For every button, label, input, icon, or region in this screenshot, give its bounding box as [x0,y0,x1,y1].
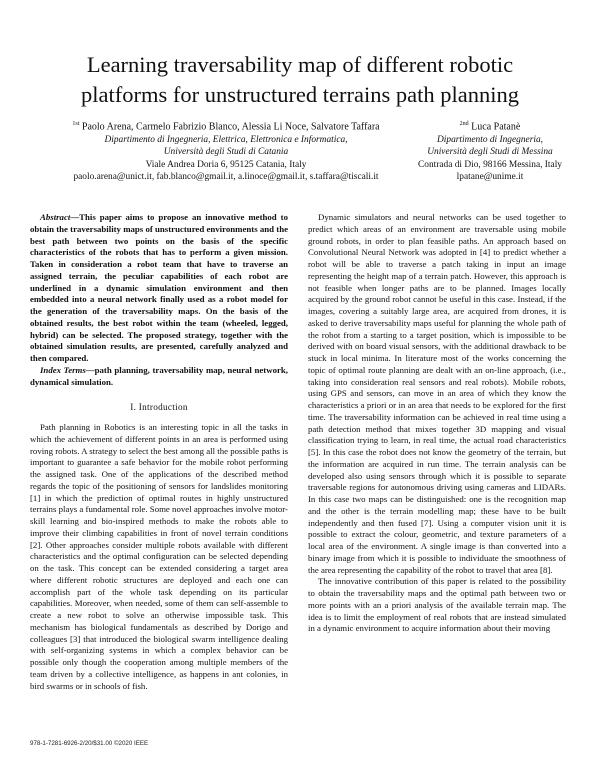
intro-paragraph-1: Path planning in Robotics is an interesting topic in all the tasks in which the achievement of different points in an area is performed using roving robots. A strategy to select the best among all the possible paths is important to guarantee a safe behavior for the mobile robot performing the assigned task. One of the applications of the described method regards the topic of the positioning of sensors for landslides monitoring [1] in which the prediction of optimal routes in highly unstructured terrains plays a fundamental role. Some novel approaches involve motor-skill learning and bio-inspired methods to make the robots able to improve their climbing capabilities in front of novel terrain conditions [2]. Other approaches consider multiple robots available with different characteristics and the optimal configuration can be selected depending on the task. This concept can be extended considering a target area where different robotic structures are deployed and each one can accomplish part of the whole task depending on its particular capabilities. Moreover, when needed, some of them can self-assemble to create a new robot to solve an otherwise impossible task. This mechanism has biological fundamentals as described by Dorigo and colleagues [3] that introduced the biological swarm intelligence dealing with self-organizing systems in which a complex behavior can be possible only though the cooperation among multiple members of the team driven by a collective intelligence, as happens in ant colonies, in bird swarms or in schools of fish. [30,422,288,691]
title-line-2: platforms for unstructured terrains path planning [80,82,519,107]
paper-title [40,50,560,110]
section-heading-introduction: I. Introduction [130,402,188,413]
index-terms-label: Index Terms [40,364,86,375]
right-paragraph-1: Dynamic simulators and neural networks can be used together to predict which areas of an environment are traversable using mobile ground robots, in order to plan feasible paths. An approach based on Convolutional Neural Network was adopted in [4] to predict whether a robot will be able to traverse a patch taking in input an image representing the height map of a terrain patch. However, this approach is not feasible when longer paths are to be planned. Images locally acquired by the ground robot cannot be useful in this case. Instead, if the images, covering a suitably large area, are acquired from drones, it is asked to derive traversability maps useful for planning the whole path of the robot from a starting to a target position, which is impossible to be derived with on board visual sensors, with the additional drawback to be stuck in local minima. In literature most of the works concerning the topic of optimal route planning are dealt with an on-line approach, (i.e., taking into consideration real sensors and real robots). Mobile robots, using GPS and sensors, can move in an area of which they know the characteristics a priori or in an area that needs to be explored for the first time. The traversability information can be achieved in real time using a path detection method that mixes together 3D mapping and visual classification trying to learn, in real time, the actual road characteristics [5]. In this case the robot does not know the geometry of the terrain, but the information are acquired in run time. The terrain analysis can be developed also using sensors through which it is possible to separate traversable regions for autonomous driving using cameras and LIDARs. In this case two maps can be distinguished: one is the recognition map and the other is the terrain modelling map; these have to be built independently and then fused [7]. Using a computer vision unit it is possible to extract the colour, geometric, and texture parameters of a local area of the environment. A single image is than converted into a binary image from which it is possible to individuate the smoothness of the area representing the capability of the robot to travel that area [8]. [308,212,566,575]
author-names-right-text: Luca Patanè [471,121,521,133]
author-address-left: Viale Andrea Doria 6, 95125 Catania, Italy [145,159,307,170]
author-address-right: Contrada di Dio, 98166 Messina, Italy [418,159,562,170]
author-block-right [410,118,570,184]
author-univ-left: Università degli Studi di Catania [163,147,289,158]
index-terms [30,365,288,389]
abstract [30,212,288,365]
author-dept-left: Dipartimento di Ingegneria, Elettrica, Elettronica e Informatica, [104,134,348,145]
author-dept-right: Dipartimento di Ingegneria, [437,134,543,145]
right-column [308,212,566,635]
right-paragraph-2: The innovative contribution of this paper is related to the possibility to obtain the traversability maps and the optimal path between two or more points with an a priori analysis of the available terrain map. The idea is to limit the employment of real robots that are instead simulated in a dynamic environment to acquire information about their moving [308,576,566,634]
author-order-right: 2nd [459,121,469,127]
index-terms-text: —path planning, traversability map, neural network, dynamical simulation. [30,364,288,387]
author-names-left [30,118,422,134]
author-names-left-text: Paolo Arena, Carmelo Fabrizio Blanco, Alessia Li Noce, Salvatore Taffara [81,121,380,133]
author-emails-left: paolo.arena@unict.it, fab.blanco@gmail.it, a.linoce@gmail.it, s.taffara@tiscali.it [73,172,379,183]
author-names-right [410,118,570,134]
author-order-left: 1st [72,121,80,127]
left-column [30,212,288,692]
abstract-label: Abstract [40,212,71,222]
author-univ-right: Università degli Studi di Messina [427,147,553,158]
copyright-footer: 978-1-7281-6926-2/20/$31.00 ©2020 IEEE [30,740,149,747]
title-line-1: Learning traversability map of different robotic [86,52,514,77]
author-block-left [30,118,422,184]
abstract-text: —This paper aims to propose an innovative method to obtain the traversability maps of unstructured environments and the best path between two points on the basis of the specific characteristics of the robots that has to perform a given mission. Taken in consideration a robot team that have to traverse an assigned terrain, the peculiar capabilities of each robot are underlined in a dynamic simulation environment and then embedded into a neural network finally used as a robot model for the generation of the traversability maps. On the basis of the obtained results, the best robot within the team (wheeled, legged, hybrid) can be selected. The proposed strategy, together with the obtained simulation results, are presented, carefully analyzed and then compared. [30,212,288,363]
author-emails-right: lpatane@unime.it [456,172,524,183]
